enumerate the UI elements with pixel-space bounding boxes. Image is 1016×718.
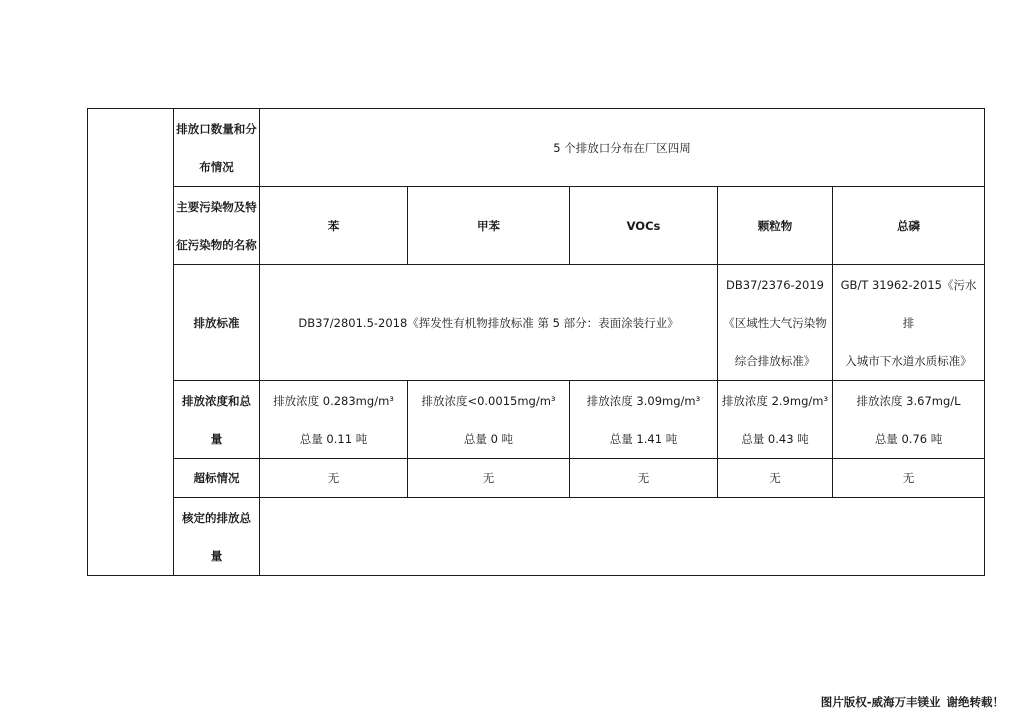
copyright-text: 图片版权-威海万丰镁业 xyxy=(820,695,941,709)
standard-phosphorus: GB/T 31962-2015《污水排 入城市下水道水质标准》 xyxy=(833,265,985,381)
exceed-toluene: 无 xyxy=(408,459,570,498)
label-outlets: 排放口数量和分 布情况 xyxy=(174,109,260,187)
label-pollutants: 主要污染物及特 征污染物的名称 xyxy=(174,187,260,265)
standard-particulate: DB37/2376-2019 《区域性大气污染物 综合排放标准》 xyxy=(718,265,833,381)
exceed-benzene: 无 xyxy=(260,459,408,498)
concentration-vocs: 排放浓度 3.09mg/m³ 总量 1.41 吨 xyxy=(570,381,718,459)
value-approved xyxy=(260,498,985,576)
standard-voc: DB37/2801.5-2018《挥发性有机物排放标准 第 5 部分：表面涂装行业》 xyxy=(260,265,718,381)
concentration-particulate: 排放浓度 2.9mg/m³ 总量 0.43 吨 xyxy=(718,381,833,459)
label-standard: 排放标准 xyxy=(174,265,260,381)
copyright-footer xyxy=(821,694,1004,710)
row-outlets xyxy=(88,109,985,187)
row-exceed xyxy=(88,459,985,498)
no-reprint-text: 谢绝转载！ xyxy=(946,695,1004,709)
concentration-toluene: 排放浓度<0.0015mg/m³ 总量 0 吨 xyxy=(408,381,570,459)
pollutant-benzene: 苯 xyxy=(260,187,408,265)
label-approved: 核定的排放总 量 xyxy=(174,498,260,576)
exceed-vocs: 无 xyxy=(570,459,718,498)
pollutant-particulate: 颗粒物 xyxy=(718,187,833,265)
label-concentration: 排放浓度和总 量 xyxy=(174,381,260,459)
row-concentration xyxy=(88,381,985,459)
exceed-particulate: 无 xyxy=(718,459,833,498)
concentration-phosphorus: 排放浓度 3.67mg/L 总量 0.76 吨 xyxy=(833,381,985,459)
row-standard xyxy=(88,265,985,381)
pollutant-vocs: VOCs xyxy=(570,187,718,265)
pollutant-phosphorus: 总磷 xyxy=(833,187,985,265)
exceed-phosphorus: 无 xyxy=(833,459,985,498)
concentration-benzene: 排放浓度 0.283mg/m³ 总量 0.11 吨 xyxy=(260,381,408,459)
value-outlets: 5 个排放口分布在厂区四周 xyxy=(260,109,985,187)
pollutant-toluene: 甲苯 xyxy=(408,187,570,265)
pollution-info-table xyxy=(87,108,985,576)
row-approved xyxy=(88,498,985,576)
row-pollutants xyxy=(88,187,985,265)
label-exceed: 超标情况 xyxy=(174,459,260,498)
blank-left-cell xyxy=(88,109,174,576)
